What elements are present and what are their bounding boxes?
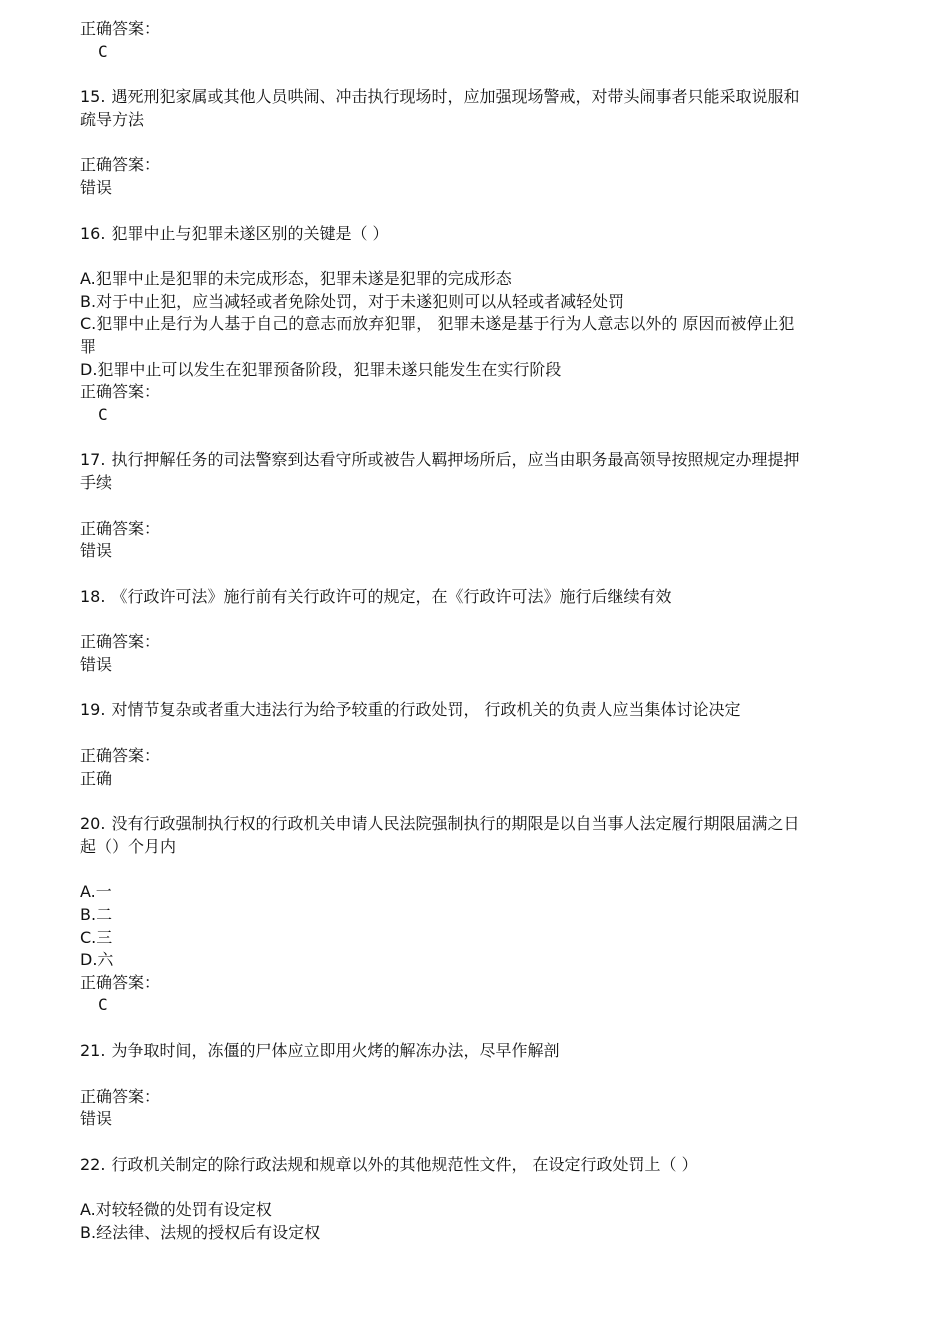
- question-stem: 没有行政强制执行权的行政机关申请人民法院强制执行的期限是以自当事人法定履行期限届满之日: [111, 814, 800, 834]
- correct-answer-label: 正确答案：: [80, 632, 161, 652]
- spacer: [80, 563, 880, 586]
- question-number: 22.: [80, 1154, 106, 1174]
- question-stem: 对情节复杂或者重大违法行为给予较重的行政处罚， 行政机关的负责人应当集体讨论决定: [111, 700, 741, 720]
- spacer: [80, 1063, 880, 1086]
- question-stem: 执行押解任务的司法警察到达看守所或被告人羁押场所后，应当由职务最高领导按照规定办理提押: [111, 450, 800, 470]
- question-stem: 遇死刑犯家属或其他人员哄闹、冲击执行现场时，应加强现场警戒，对带头闹事者只能采取说服和: [111, 87, 800, 107]
- spacer: [80, 131, 880, 154]
- correct-answer-value: 正确: [80, 768, 113, 788]
- correct-answer-value: 错误: [80, 654, 113, 674]
- answer-option: A.犯罪中止是犯罪的未完成形态，犯罪未遂是犯罪的完成形态: [80, 269, 512, 289]
- spacer: [80, 63, 880, 86]
- spacer: [80, 200, 880, 223]
- answer-option: D.犯罪中止可以发生在犯罪预备阶段，犯罪未遂只能发生在实行阶段: [80, 359, 562, 379]
- question-text: [80, 223, 880, 246]
- question-text-continued: 起（）个月内: [80, 836, 177, 856]
- question-stem: 犯罪中止与犯罪未遂区别的关键是（ ）: [111, 223, 389, 243]
- correct-answer-value: 错误: [80, 1109, 113, 1129]
- correct-answer-value: 错误: [80, 177, 113, 197]
- answer-option: C.三: [80, 927, 113, 947]
- correct-answer-label: 正确答案：: [80, 1086, 161, 1106]
- answer-option: A.一: [80, 882, 112, 902]
- question-text: [80, 813, 880, 836]
- question-text-continued: 疏导方法: [80, 109, 145, 129]
- spacer: [80, 608, 880, 631]
- correct-answer-value: C: [98, 404, 108, 424]
- spacer: [80, 245, 880, 268]
- correct-answer-value: 错误: [80, 541, 113, 561]
- question-stem: 行政机关制定的除行政法规和规章以外的其他规范性文件， 在设定行政处罚上（ ）: [111, 1154, 698, 1174]
- answer-option: B.经法律、法规的授权后有设定权: [80, 1222, 321, 1242]
- spacer: [80, 426, 880, 449]
- question-text: [80, 699, 880, 722]
- answer-option: B.二: [80, 905, 113, 925]
- answer-option: A.对较轻微的处罚有设定权: [80, 1200, 272, 1220]
- question-text-continued: 手续: [80, 472, 113, 492]
- correct-answer-label: 正确答案：: [80, 382, 161, 402]
- spacer: [80, 495, 880, 518]
- question-text: [80, 86, 880, 109]
- question-stem: 《行政许可法》施行前有关行政许可的规定，在《行政许可法》施行后继续有效: [111, 586, 672, 606]
- spacer: [80, 676, 880, 699]
- correct-answer-label: 正确答案：: [80, 518, 161, 538]
- question-text: [80, 1040, 880, 1063]
- spacer: [80, 722, 880, 745]
- question-number: 20.: [80, 814, 106, 834]
- question-number: 15.: [80, 87, 106, 107]
- answer-option: D.六: [80, 950, 114, 970]
- document-body: [80, 18, 880, 1245]
- correct-answer-label: 正确答案：: [80, 155, 161, 175]
- question-text: [80, 586, 880, 609]
- question-number: 17.: [80, 450, 106, 470]
- answer-option: B.对于中止犯，应当减轻或者免除处罚，对于未遂犯则可以从轻或者减轻处罚: [80, 291, 625, 311]
- spacer: [80, 1017, 880, 1040]
- correct-answer-label: 正确答案：: [80, 972, 161, 992]
- correct-answer-value: C: [98, 995, 108, 1015]
- correct-answer-label: 正确答案：: [80, 19, 161, 38]
- spacer: [80, 790, 880, 813]
- question-number: 19.: [80, 700, 106, 720]
- answer-option: C.犯罪中止是行为人基于自己的意志而放弃犯罪， 犯罪未遂是基于行为人意志以外的 原因而被停止犯: [80, 314, 795, 334]
- spacer: [80, 1131, 880, 1154]
- spacer: [80, 858, 880, 881]
- question-number: 18.: [80, 586, 106, 606]
- spacer: [80, 1176, 880, 1199]
- question-number: 16.: [80, 223, 106, 243]
- question-stem: 为争取时间，冻僵的尸体应立即用火烤的解冻办法，尽早作解剖: [111, 1041, 560, 1060]
- answer-option-continued: 罪: [80, 336, 97, 356]
- correct-answer-label: 正确答案：: [80, 746, 161, 766]
- question-number: 21.: [80, 1041, 106, 1060]
- question-text: [80, 1154, 880, 1177]
- correct-answer-value: C: [98, 41, 108, 61]
- question-text: [80, 449, 880, 472]
